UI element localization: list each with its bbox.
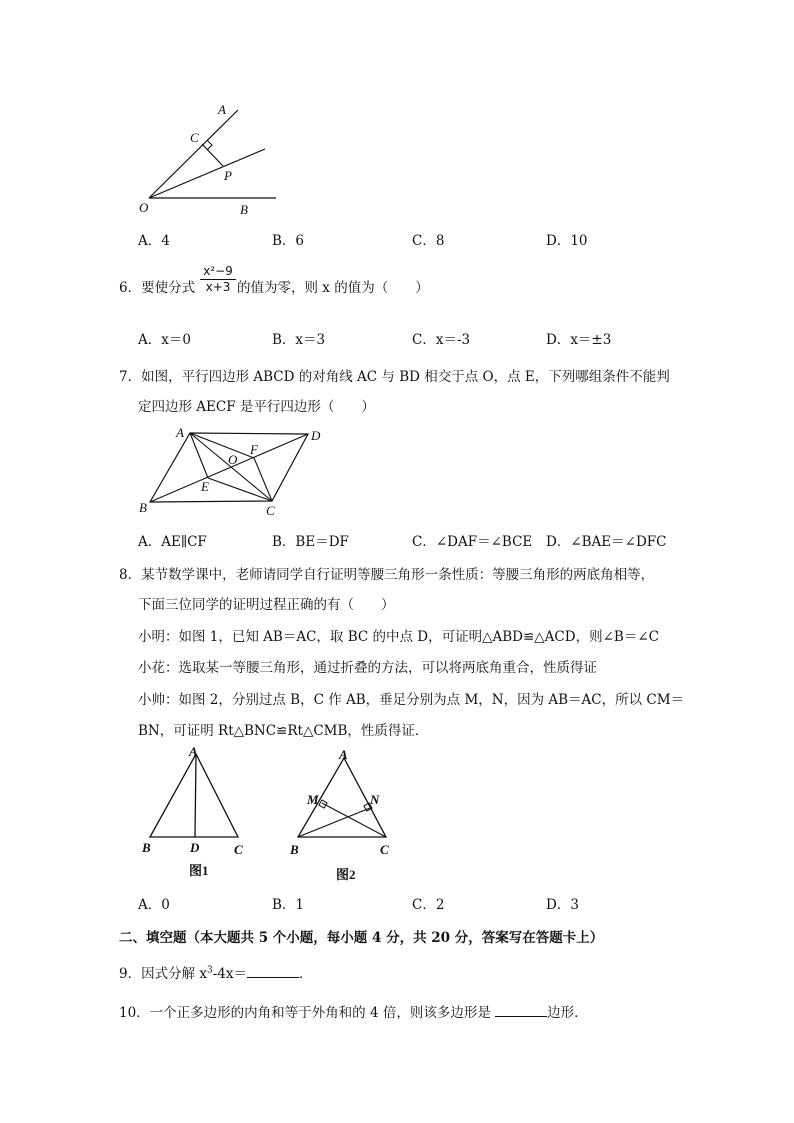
label-e: E xyxy=(201,479,209,494)
label-b: B xyxy=(142,840,151,855)
ray-op xyxy=(149,149,265,198)
q9-prefix: 9．因式分解 x xyxy=(119,966,207,982)
label-d: D xyxy=(190,840,200,855)
q7-line1: 7．如图，平行四边形 ABCD 的对角线 AC 与 BD 相交于点 O，点 E，下列哪组条件不能判 xyxy=(119,369,670,385)
q8-xiaohua: 小花：选取某一等腰三角形，通过折叠的方法，可以将两底角重合，性质得证 xyxy=(138,660,597,676)
q8-option-a[interactable]: A．0 xyxy=(138,897,170,913)
q8-option-b[interactable]: B．1 xyxy=(272,897,305,913)
q8-figure-1 xyxy=(138,744,258,880)
q5-angle-figure xyxy=(130,98,290,222)
q7-option-b[interactable]: B．BE＝DF xyxy=(272,534,349,550)
triangle-abc xyxy=(150,754,238,837)
ray-oa xyxy=(149,110,238,198)
q9-answer-blank[interactable] xyxy=(247,965,299,978)
q5-option-d[interactable]: D．10 xyxy=(546,233,588,249)
label-n: N xyxy=(370,792,380,807)
q8-option-c[interactable]: C．2 xyxy=(412,897,445,913)
q7-option-a[interactable]: A．AE∥CF xyxy=(138,534,207,550)
q10 xyxy=(119,1001,588,1021)
label-a: A xyxy=(176,425,184,440)
right-angle-mark xyxy=(207,140,212,150)
q9-suffix: ． xyxy=(299,966,313,982)
segment-af xyxy=(190,433,254,458)
label-f: F xyxy=(250,442,258,457)
diagonal-bd xyxy=(150,434,308,502)
q8-xiaoming: 小明：如图 1，已知 AB＝AC，取 BC 的中点 D，可证明△ABD≌△ACD，则∠B＝∠C xyxy=(138,629,659,645)
segment-cf xyxy=(254,458,272,501)
label-m: M xyxy=(307,792,319,807)
label-a: A xyxy=(189,744,198,759)
label-c: C xyxy=(380,842,389,857)
label-o: O xyxy=(139,200,149,215)
label-c: C xyxy=(266,503,275,518)
segment-cp xyxy=(202,144,223,166)
q8-line1: 8．某节数学课中，老师请同学自行证明等腰三角形一条性质：等腰三角形的两底角相等， xyxy=(119,567,655,583)
q6-option-b[interactable]: B．x＝3 xyxy=(272,332,326,348)
figure-1-caption: 图1 xyxy=(189,863,209,878)
label-o: O xyxy=(228,452,238,467)
figure-2-caption: 图2 xyxy=(336,867,356,882)
label-a: A xyxy=(218,102,226,117)
q9-exponent: 3 xyxy=(207,965,213,976)
median-ad xyxy=(195,754,196,837)
label-c: C xyxy=(234,842,243,857)
q7-option-d[interactable]: D．∠BAE＝∠DFC xyxy=(546,534,667,550)
label-c: C xyxy=(190,130,199,145)
q6-numerator: x²−9 xyxy=(203,264,233,278)
label-b: B xyxy=(240,202,248,217)
q6-denominator: x+3 xyxy=(205,280,231,294)
q7-option-c[interactable]: C．∠DAF＝∠BCE xyxy=(412,534,533,550)
q6-options xyxy=(138,328,738,346)
q6-fraction xyxy=(198,264,238,295)
q8-xiaoshuai-line2: BN，可证明 Rt△BNC≌Rt△CMB，性质得证． xyxy=(138,723,429,739)
q8-figure-2 xyxy=(286,744,406,884)
label-b: B xyxy=(139,500,147,515)
q5-option-a[interactable]: A．4 xyxy=(138,233,170,249)
q7-line2: 定四边形 AECF 是平行四边形（ ） xyxy=(138,399,375,415)
q10-prefix: 10．一个正多边形的内角和等于外角和的 4 倍，则该多边形是 xyxy=(119,1005,496,1021)
label-d: D xyxy=(311,428,321,443)
q5-option-c[interactable]: C．8 xyxy=(412,233,445,249)
section-2-heading: 二、填空题（本大题共 5 个小题，每小题 4 分，共 20 分，答案写在答题卡上） xyxy=(119,930,604,946)
label-a: A xyxy=(339,747,348,762)
q8-option-d[interactable]: D．3 xyxy=(546,897,579,913)
q10-answer-blank[interactable] xyxy=(495,1004,547,1017)
q10-suffix: 边形． xyxy=(547,1005,588,1021)
q6-suffix: 的值为零，则 x 的值为（ ） xyxy=(237,280,429,296)
q6-prefix: 6．要使分式 xyxy=(119,280,196,296)
segment-ce xyxy=(208,478,272,501)
q7-parallelogram-figure xyxy=(136,424,332,520)
q7-options xyxy=(138,530,738,548)
q9-middle: -4x＝ xyxy=(212,966,247,982)
q6-option-a[interactable]: A．x＝0 xyxy=(138,332,191,348)
label-p: P xyxy=(224,168,232,183)
q9 xyxy=(119,962,313,982)
q5-option-b[interactable]: B．6 xyxy=(272,233,305,249)
label-b: B xyxy=(290,842,299,857)
q6-option-c[interactable]: C．x＝-3 xyxy=(412,332,471,348)
q8-options xyxy=(138,893,738,911)
q6-option-d[interactable]: D．x＝±3 xyxy=(546,332,612,348)
q8-xiaoshuai-line1: 小帅：如图 2，分别过点 B，C 作 AB，垂足分别为点 M，N，因为 AB＝AC，所以 CM＝ xyxy=(138,692,685,708)
q5-options xyxy=(138,229,738,247)
q8-line2: 下面三位同学的证明过程正确的有（ ） xyxy=(138,597,395,613)
